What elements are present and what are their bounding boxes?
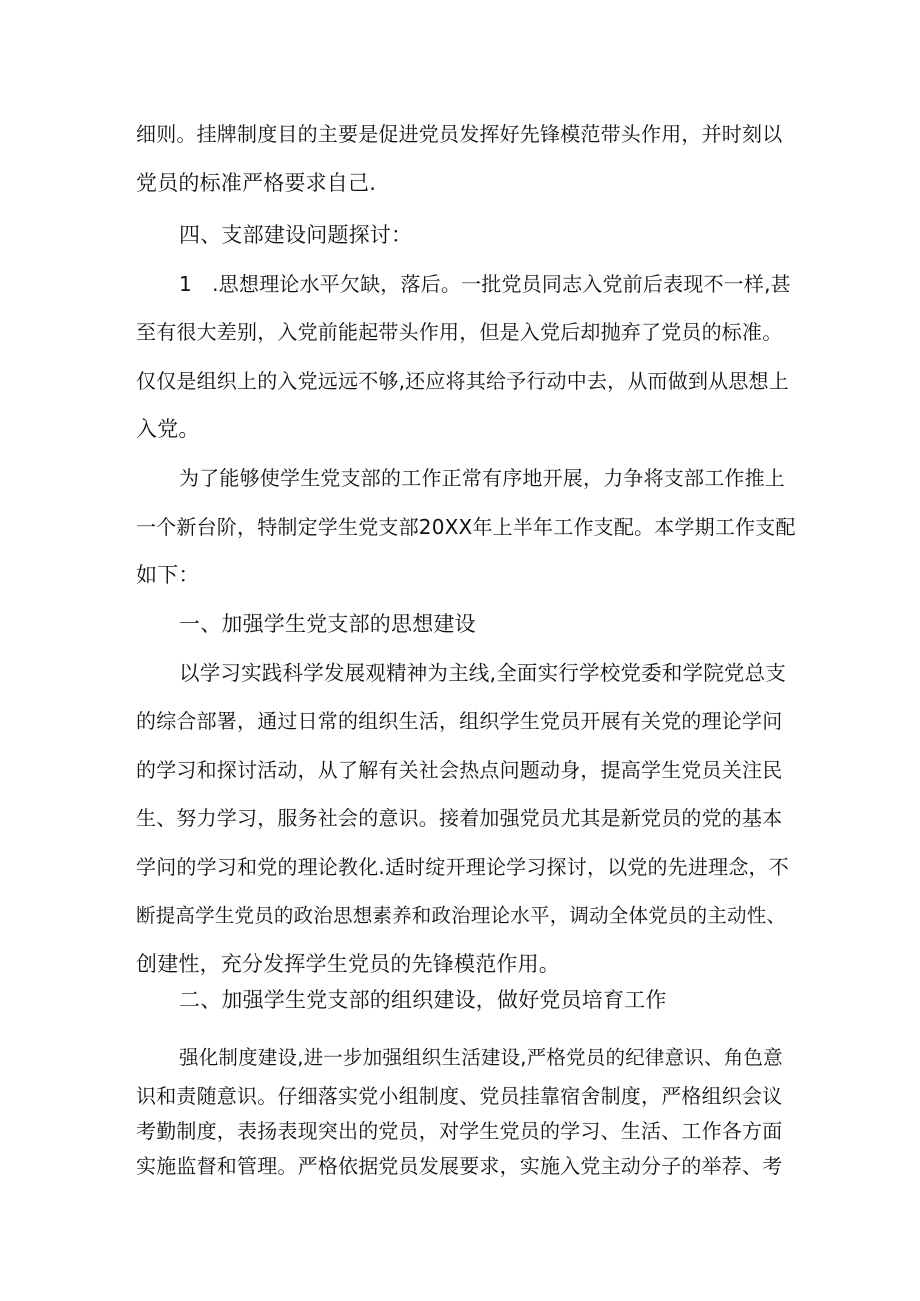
paragraph-line: 细则。挂牌制度目的主要是促进党员发挥好先锋模范带头作用，并时刻以 (136, 122, 783, 146)
paragraph-line: 创建性，充分发挥学生党员的先锋模范作用。 (136, 952, 560, 976)
section-heading: 四、支部建设问题探讨： (179, 223, 413, 247)
paragraph-line: 实施监督和管理。严格依据党员发展要求，实施入党主动分子的举荐、考 (136, 1154, 783, 1178)
section-heading: 一、加强学生党支部的思想建设 (179, 612, 476, 636)
paragraph-line: 仅仅是组织上的入党远远不够,还应将其给予行动中去，从而做到从思想上 (136, 369, 789, 393)
paragraph-line: 的综合部署，通过日常的组织生活，组织学生党员开展有关党的理论学问 (136, 709, 783, 733)
paragraph-line: 考勤制度，表扬表现突出的党员，对学生党员的学习、生活、工作各方面 (136, 1119, 783, 1143)
paragraph-line: 强化制度建设,进一步加强组织生活建设,严格党员的纪律意识、角色意 (179, 1046, 783, 1069)
paragraph-line: 生、努力学习，服务社会的意识。接着加强党员尤其是新党员的党的基本 (136, 806, 783, 830)
paragraph-line: 识和责随意识。仔细落实党小组制度、党员挂靠宿舍制度，严格组织会议 (136, 1084, 783, 1108)
paragraph-line: 为了能够使学生党支部的工作正常有序地开展，力争将支部工作推上 (179, 466, 785, 490)
paragraph-line: 如下： (136, 563, 200, 587)
paragraph-line: 入党。 (136, 417, 200, 441)
paragraph-line: 一个新台阶，特制定学生党支部20XX年上半年工作支配。本学期工作支配 (136, 515, 796, 539)
paragraph-line: 至有很大差别，入党前能起带头作用，但是入党后却抛弃了党员的标准。 (136, 320, 783, 344)
paragraph-line: 的学习和探讨活动，从了解有关社会热点问题动身，提高学生党员关注民 (136, 758, 783, 782)
section-heading: 二、加强学生党支部的组织建设，做好党员培育工作 (179, 988, 667, 1012)
paragraph-line: 1 .思想理论水平欠缺，落后。一批党员同志入党前后表现不一样,甚 (179, 272, 791, 296)
paragraph-line: 断提高学生党员的政治思想素养和政治理论水平，调动全体党员的主动性、 (136, 904, 787, 927)
paragraph-line: 学问的学习和党的理论教化.适时绽开理论学习探讨，以党的先进理念，不 (136, 855, 789, 879)
paragraph-line: 以学习实践科学发展观精神为主线,全面实行学校党委和学院党总支 (179, 661, 787, 685)
paragraph-line: 党员的标准严格要求自己. (136, 171, 377, 195)
